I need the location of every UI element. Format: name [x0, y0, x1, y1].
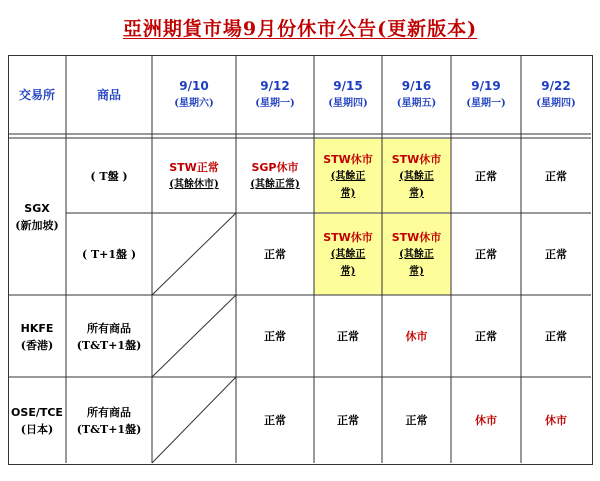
status-cell: STW休市 (其餘正 常): [323, 152, 373, 199]
header-exchange: 交易所: [18, 87, 55, 102]
header-date: 9/19 (星期一): [466, 79, 506, 109]
exchange-hkfe: HKFE (香港): [20, 321, 54, 352]
header-date: 9/22 (星期四): [536, 79, 576, 109]
header-date: 9/16 (星期五): [396, 79, 437, 109]
status-cell: 正常: [264, 414, 286, 427]
status-cell: 正常: [337, 330, 359, 343]
exchange-sgx: SGX (新加坡): [15, 202, 59, 232]
exchange-ose: OSE/TCE (日本): [11, 405, 63, 436]
status-cell: 正常: [337, 414, 359, 427]
status-cell: 休市: [405, 330, 428, 343]
header-date: 9/15 (星期四): [328, 79, 368, 109]
status-cell: STW正常 (其餘休市): [169, 161, 219, 190]
status-cell: 正常: [475, 248, 497, 261]
page-title: 亞洲期貨市場9月份休市公告(更新版本): [122, 18, 478, 40]
status-cell: STW休市 (其餘正 常): [391, 231, 442, 277]
status-cell: 正常: [545, 248, 567, 261]
status-cell: 正常: [405, 414, 428, 427]
status-cell: 正常: [264, 330, 286, 343]
status-cell: 休市: [545, 414, 567, 427]
status-cell: 正常: [475, 330, 497, 343]
header-date: 9/10 (星期六): [174, 79, 214, 109]
product-sgx-t1: ( T+1盤 ): [81, 248, 137, 261]
status-cell: SGP休市 (其餘正常): [250, 161, 300, 190]
empty-cell-diagonal: [152, 377, 236, 463]
status-cell: STW休市 (其餘正 常): [323, 231, 373, 277]
status-cell: 正常: [475, 169, 497, 183]
status-cell: STW休市 (其餘正 常): [391, 152, 442, 199]
empty-cell-diagonal: [152, 213, 236, 295]
product-hkfe: 所有商品 (T&T+1盤): [76, 321, 142, 352]
status-cell: 休市: [475, 414, 497, 427]
product-sgx-t: ( T盤 ): [90, 169, 128, 183]
empty-cell-diagonal: [152, 295, 236, 377]
status-cell: 正常: [264, 248, 286, 261]
status-cell: 正常: [545, 169, 567, 183]
status-cell: 正常: [545, 330, 567, 343]
header-product: 商品: [96, 87, 121, 102]
product-ose: 所有商品 (T&T+1盤): [76, 405, 142, 436]
header-date: 9/12 (星期一): [255, 79, 295, 109]
